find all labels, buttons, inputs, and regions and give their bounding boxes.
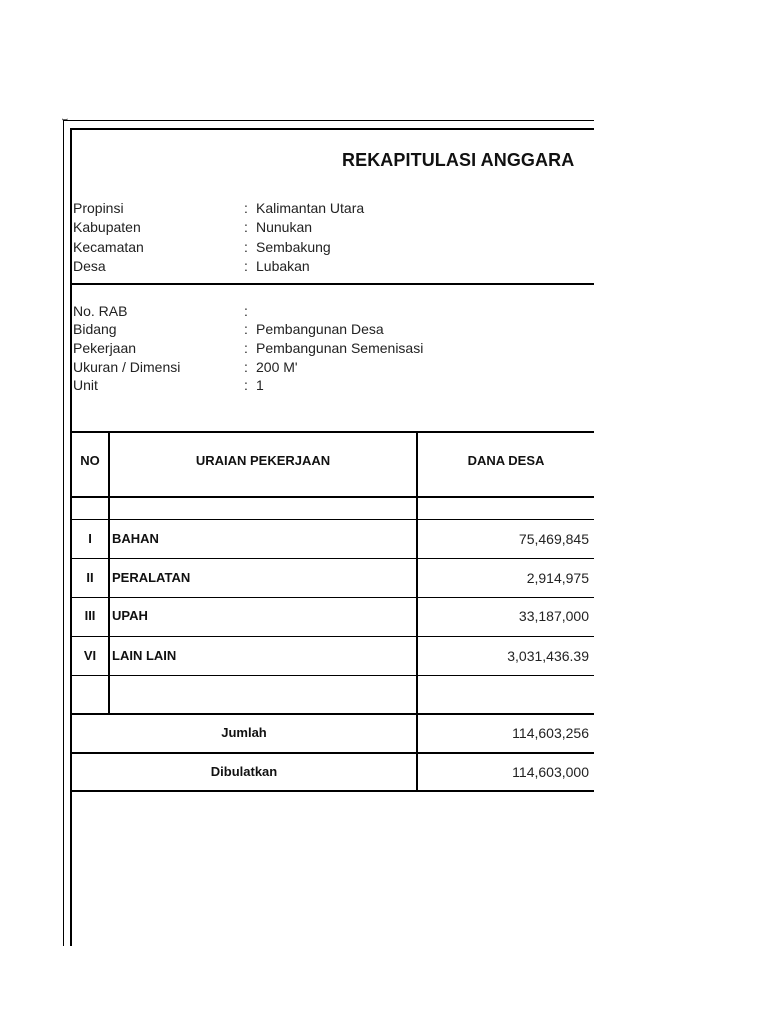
header-dana-desa: DANA DESA	[467, 453, 545, 468]
total-value-dibulatkan: 114,603,000	[512, 764, 589, 780]
table-line	[71, 558, 594, 559]
table-line	[71, 597, 594, 598]
info-colon: :	[244, 321, 248, 337]
section-divider	[71, 283, 594, 285]
info-value: Kalimantan Utara	[256, 200, 365, 216]
page-title: REKAPITULASI ANGGARA	[342, 150, 575, 170]
info-label: Kabupaten	[73, 219, 141, 235]
info-colon: :	[244, 340, 248, 356]
info-value: 200 M'	[256, 359, 298, 375]
table-line	[416, 431, 418, 792]
info-colon: :	[244, 200, 248, 216]
info-label: Bidang	[73, 321, 117, 337]
table-line	[71, 519, 594, 520]
info-label: No. RAB	[73, 303, 128, 319]
info-value: Nunukan	[256, 219, 313, 235]
table-line	[71, 636, 594, 637]
info-colon: :	[244, 239, 248, 255]
table-line	[71, 431, 594, 433]
info-colon: :	[244, 219, 248, 235]
total-value-jumlah: 114,603,256	[512, 725, 589, 741]
page-top-border	[63, 120, 594, 121]
row-no: II	[86, 570, 94, 585]
table-line	[108, 431, 110, 715]
info-colon: :	[244, 359, 248, 375]
info-label: Ukuran / Dimensi	[73, 359, 181, 375]
info-label: Unit	[73, 377, 98, 393]
frame-top-border	[71, 128, 594, 130]
corner-mark: ꟷ	[62, 117, 68, 124]
row-dana: 2,914,975	[526, 570, 589, 586]
row-uraian: BAHAN	[112, 531, 159, 546]
table-line	[71, 675, 594, 676]
info-value: Sembakung	[256, 239, 331, 255]
table-line	[71, 713, 594, 715]
row-no: I	[88, 531, 92, 546]
info-label: Propinsi	[73, 200, 124, 216]
info-label: Kecamatan	[73, 239, 144, 255]
info-label: Pekerjaan	[73, 340, 137, 356]
page-left-border-outer	[63, 120, 64, 946]
info-colon: :	[244, 377, 248, 393]
header-uraian: URAIAN PEKERJAAN	[195, 453, 331, 468]
row-uraian: LAIN LAIN	[112, 648, 177, 663]
header-no: NO	[80, 453, 100, 468]
info-label: Desa	[73, 258, 106, 274]
table-line	[71, 752, 594, 754]
row-uraian: UPAH	[112, 608, 148, 623]
row-dana: 33,187,000	[518, 608, 589, 624]
info-value: 1	[256, 377, 264, 393]
info-value: Pembangunan Desa	[256, 321, 384, 337]
table-line	[71, 790, 594, 792]
row-no: VI	[83, 648, 97, 663]
row-no: III	[84, 608, 96, 623]
info-colon: :	[244, 258, 248, 274]
row-dana: 3,031,436.39	[507, 648, 589, 664]
table-line	[71, 496, 594, 498]
info-value: Lubakan	[256, 258, 310, 274]
info-colon: :	[244, 303, 248, 319]
total-label-jumlah: Jumlah	[221, 725, 267, 740]
info-value: Pembangunan Semenisasi	[256, 340, 424, 356]
row-uraian: PERALATAN	[112, 570, 191, 585]
row-dana: 75,469,845	[518, 531, 589, 547]
total-label-dibulatkan: Dibulatkan	[210, 764, 278, 779]
